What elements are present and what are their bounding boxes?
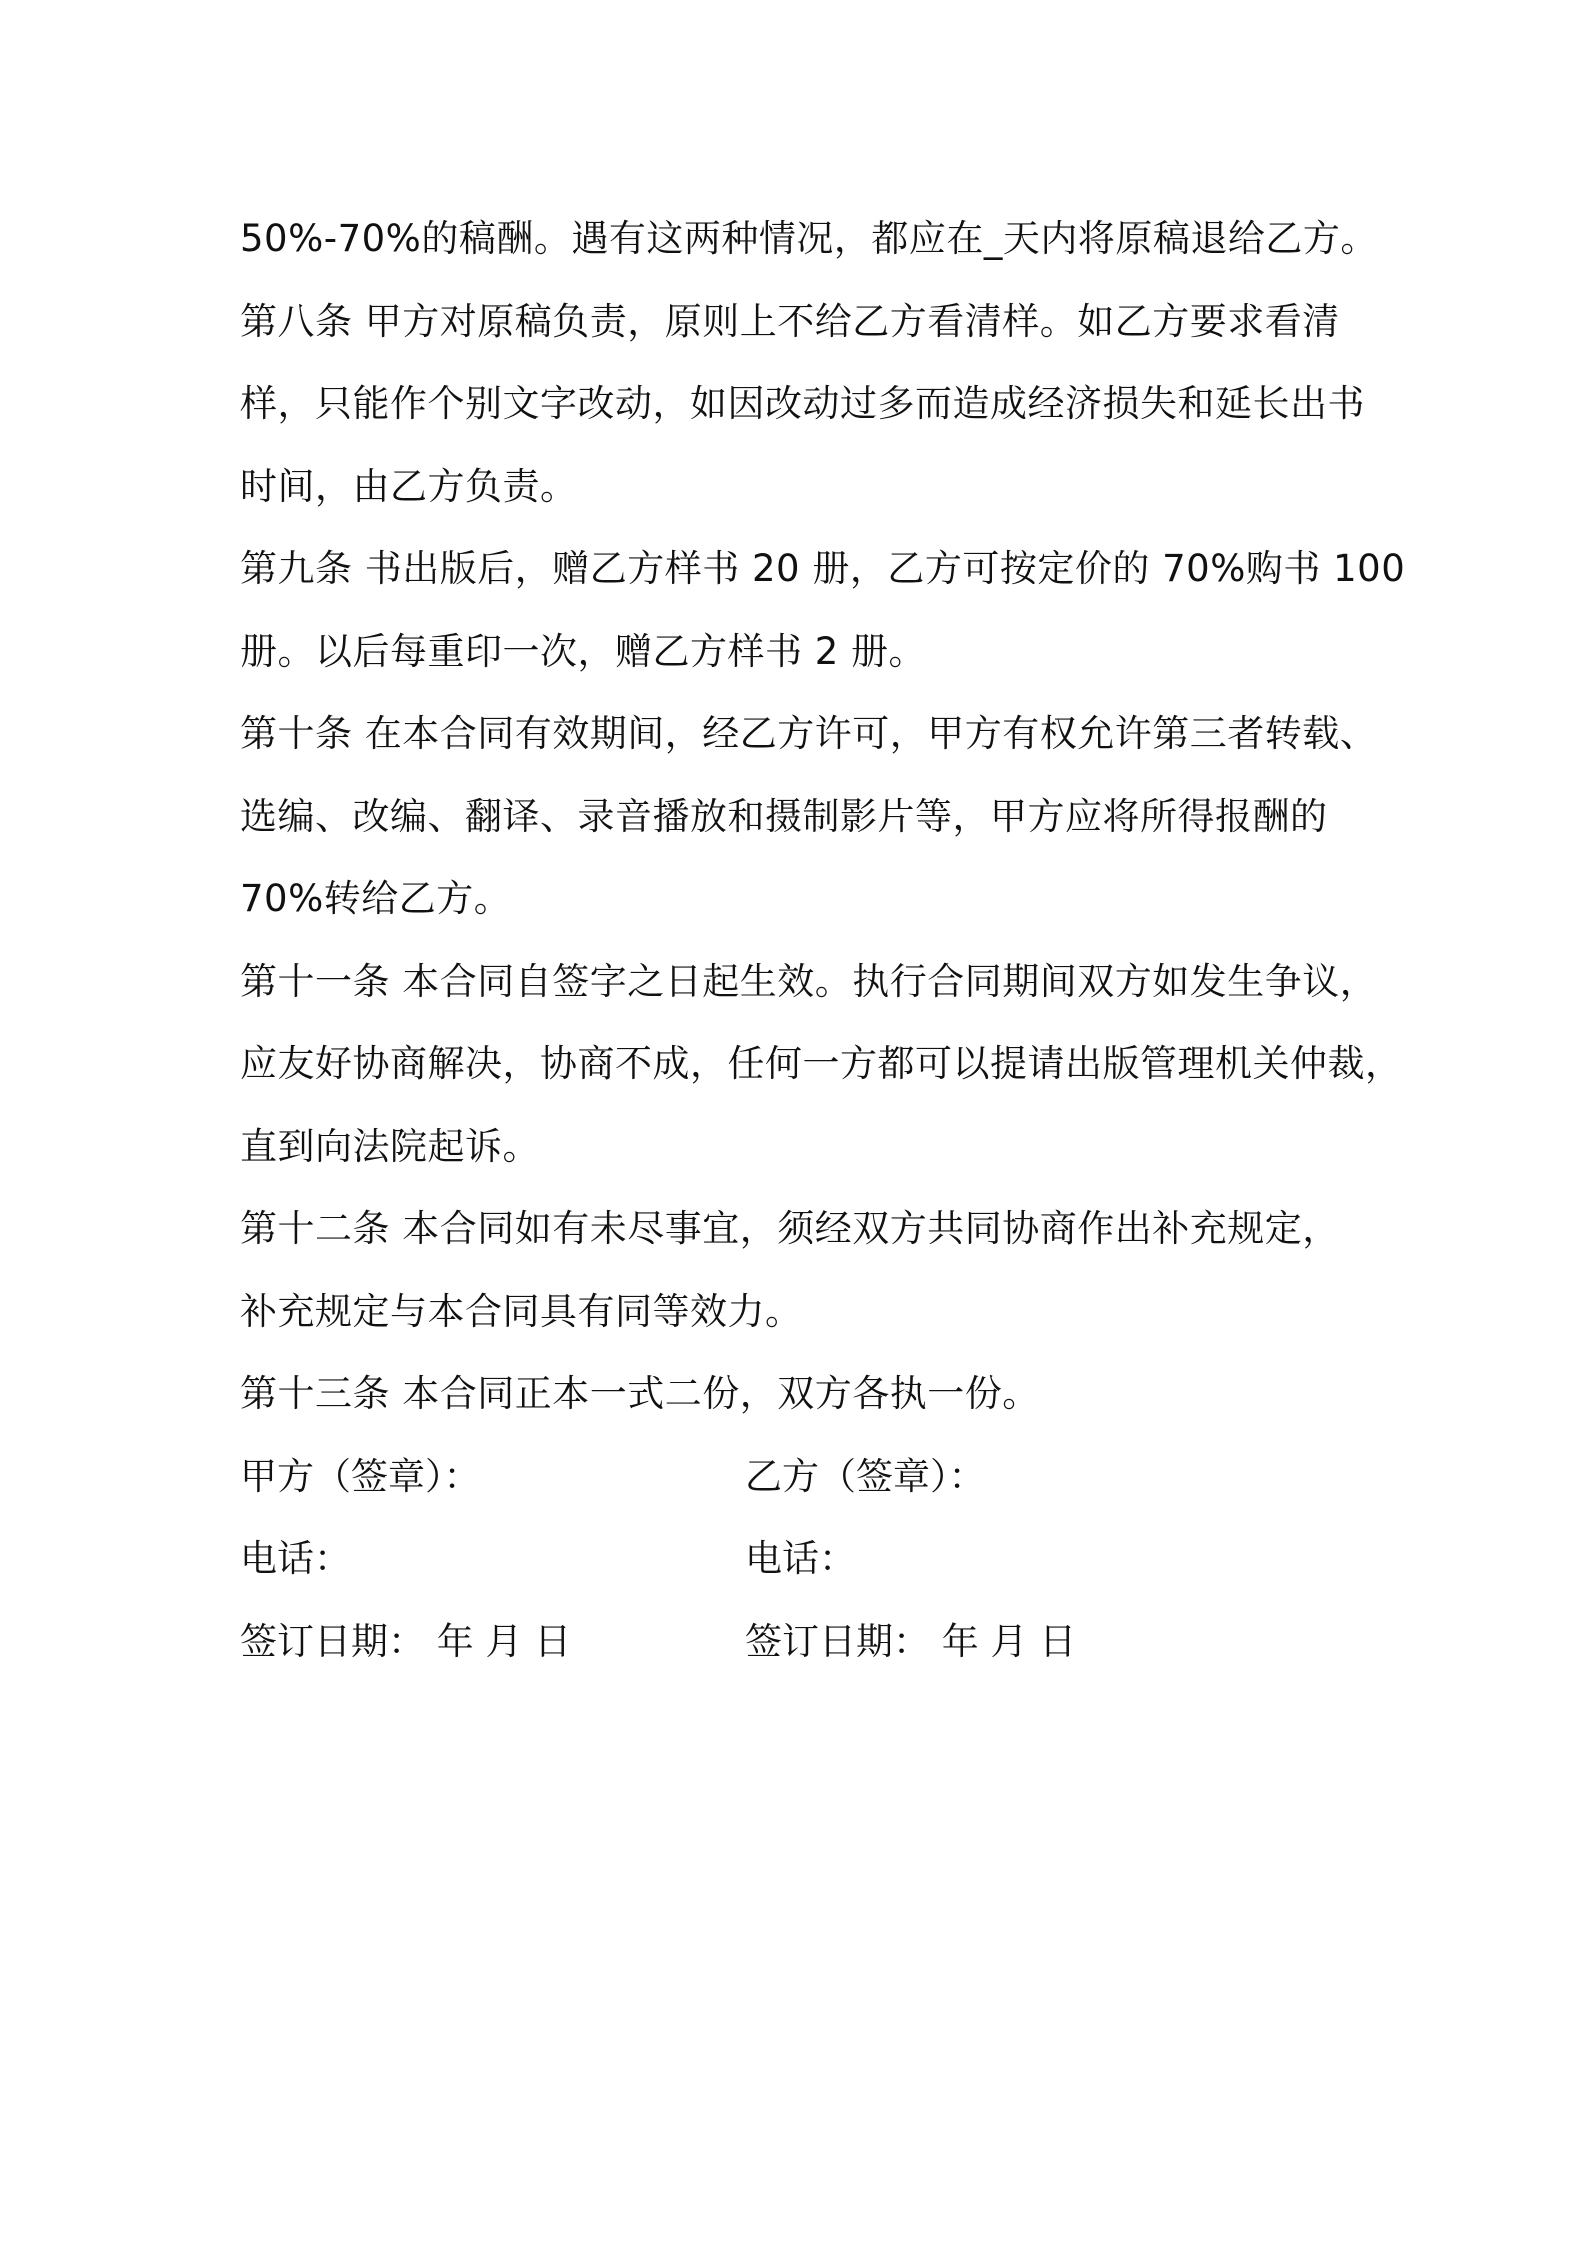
party-a-date-label: 签订日期： 年 月 日 (240, 1619, 572, 1663)
contract-page (240, 198, 1406, 1683)
article-8-line-1: 第八条 甲方对原稿负责，原则上不给乙方看清样。如乙方要求看清 (240, 299, 1340, 343)
article-10-line-3: 70%转给乙方。 (240, 877, 512, 920)
text-line-1: 50%-70%的稿酬。遇有这两种情况，都应在_天内将原稿退给乙方。 (240, 217, 1378, 260)
party-a-phone-label: 电话： (240, 1537, 351, 1580)
party-b-date-label: 签订日期： 年 月 日 (745, 1619, 1077, 1663)
article-10-line-2: 选编、改编、翻译、录音播放和摄制影片等，甲方应将所得报酬的 (240, 794, 1328, 838)
article-12-line-1: 第十二条 本合同如有未尽事宜，须经双方共同协商作出补充规定， (240, 1207, 1340, 1250)
article-11-line-2: 应友好协商解决，协商不成，任何一方都可以提请出版管理机关仲裁， (240, 1042, 1403, 1085)
article-8-line-2: 样，只能作个别文字改动，如因改动过多而造成经济损失和延长出书 (240, 382, 1365, 425)
signature-row (240, 1436, 1370, 1519)
date-row (240, 1601, 1370, 1684)
article-8-line-3: 时间，由乙方负责。 (240, 464, 578, 508)
article-11-line-1: 第十一条 本合同自签字之日起生效。执行合同期间双方如发生争议， (240, 959, 1378, 1003)
article-12-line-2: 补充规定与本合同具有同等效力。 (240, 1289, 803, 1333)
article-9-line-1: 第九条 书出版后，赠乙方样书 20 册，乙方可按定价的 70%购书 100 (240, 547, 1406, 590)
article-13-line-1: 第十三条 本合同正本一式二份，双方各执一份。 (240, 1372, 1040, 1415)
party-a-seal-label: 甲方（签章）： (240, 1454, 481, 1498)
phone-row (240, 1518, 1370, 1601)
article-11-line-3: 直到向法院起诉。 (240, 1124, 540, 1168)
party-b-phone-label: 电话： (745, 1537, 856, 1580)
article-9-line-2: 册。以后每重印一次，赠乙方样书 2 册。 (240, 629, 927, 673)
article-10-line-1: 第十条 在本合同有效期间，经乙方许可，甲方有权允许第三者转载、 (240, 712, 1378, 755)
party-b-seal-label: 乙方（签章）： (745, 1454, 986, 1498)
